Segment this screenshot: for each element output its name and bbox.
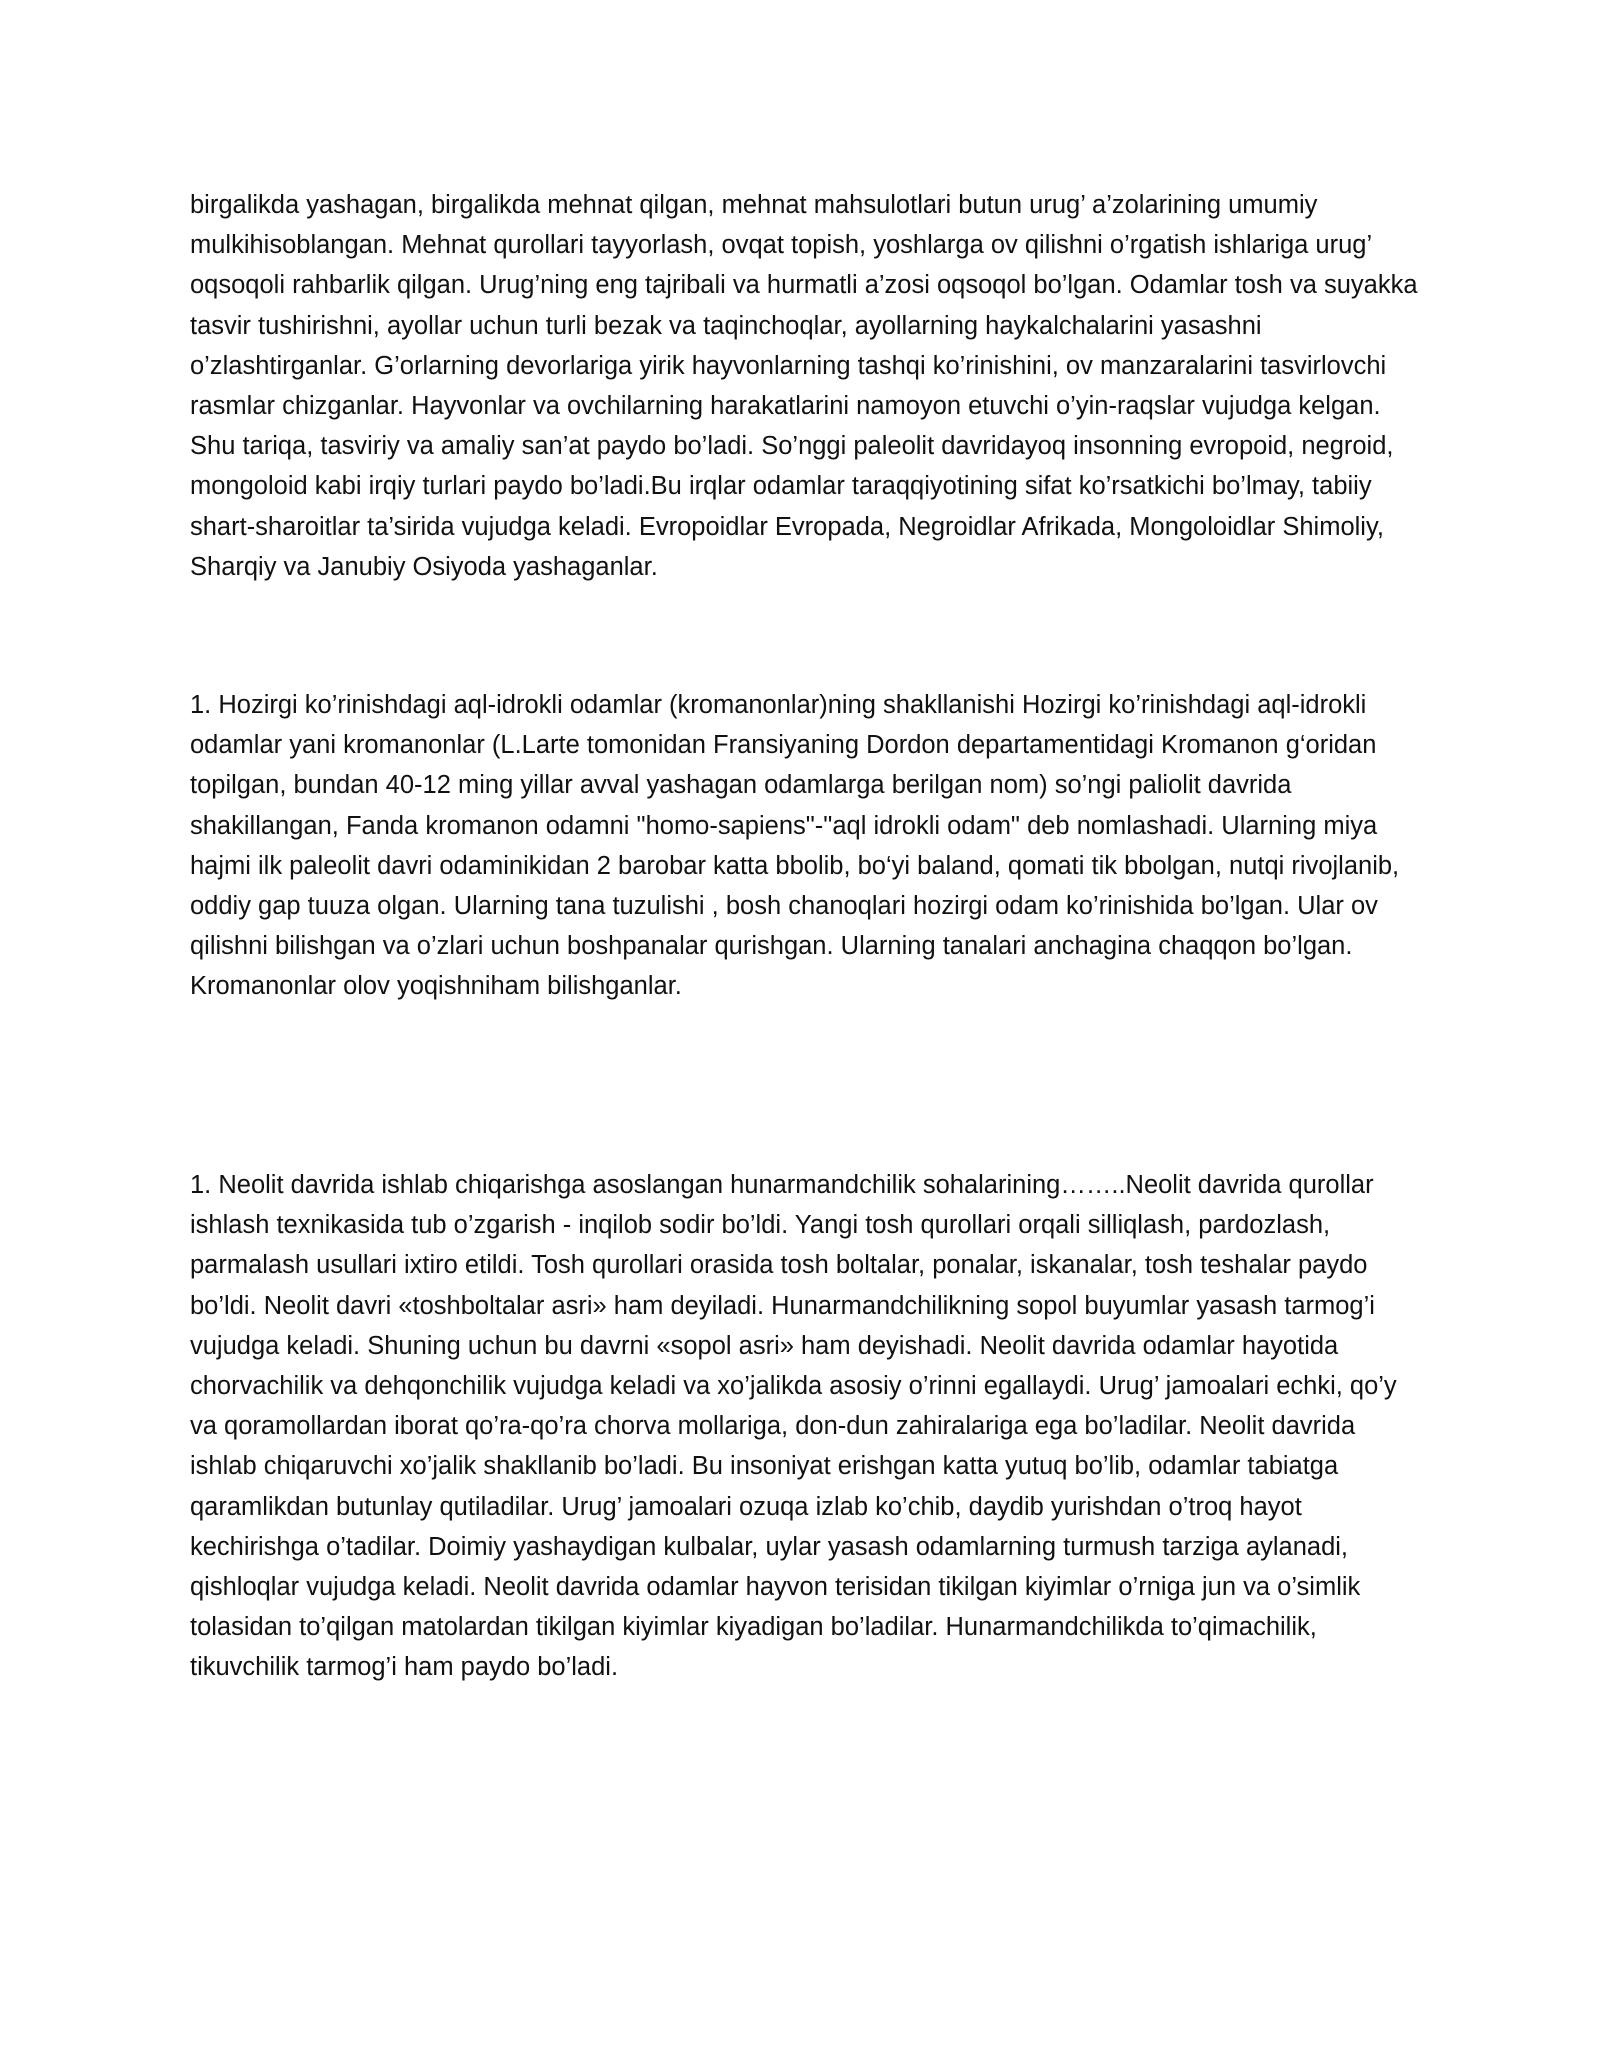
paragraph-3: 1. Neolit davrida ishlab chiqarishga asoslangan hunarmandchilik sohalarining……..Neolit davrida qurollar ishlash texnikasida tub o’zgarish - inqilob sodir bo’ldi. Yangi tosh qurollari orqali silliqlash, pardozlash, parmalash usullari ixtiro etildi. Tosh qurollari orasida tosh boltalar, ponalar, iskanalar, tosh teshalar paydo bo’ldi. Neolit davri «toshboltalar asri» ham deyiladi. Hunarmandchilikning sopol buyumlar yasash tarmog’i vujudga keladi. Shuning uchun bu davrni «sopol asri» ham deyishadi. Neolit davrida odamlar hayotida chorvachilik va dehqonchilik vujudga keladi va xo’jalikda asosiy o’rinni egallaydi. Urug’ jamoalari echki, qo’y va qoramollardan iborat qo’ra-qo’ra chorva mollariga, don-dun zahiralariga ega bo’ladilar. Neolit davrida ishlab chiqaruvchi xo’jalik shakllanib bo’ladi. Bu insoniyat erishgan katta yutuq bo’lib, odamlar tabiatga qaramlikdan butunlay qutiladilar. Urug’ jamoalari ozuqa izlab ko’chib, daydib yurishdan o’troq hayot kechirishga o’tadilar. Doimiy yashaydigan kulbalar, uylar yasash odamlarning turmush tarziga aylanadi, qishloqlar vujudga keladi. Neolit davrida odamlar hayvon terisidan tikilgan kiyimlar o’rniga jun va o’simlik tolasidan to’qilgan matolardan tikilgan kiyimlar kiyadigan bo’ladilar. Hunarmandchilikda to’qimachilik, tikuvchilik tarmog’i ham paydo bo’ladi. <box>190 1171 1397 1682</box>
paragraph-1: birgalikda yashagan, birgalikda mehnat qilgan, mehnat mahsulotlari butun urug’ a’zolarining umumiy mulkihisoblangan. Mehnat qurollari tayyorlash, ovqat topish, yoshlarga ov qilishni o’rgatish ishlariga urug’ oqsoqoli rahbarlik qilgan. Urug’ning eng tajribali va hurmatli a’zosi oqsoqol bo’lgan. Odamlar tosh va suyakka tasvir tushirishni, ayollar uchun turli bezak va taqinchoqlar, ayollarning haykalchalarini yasashni o’zlashtirganlar. G’orlarning devorlariga yirik hayvonlarning tashqi ko’rinishini, ov manzaralarini tasvirlovchi rasmlar chizganlar. Hayvonlar va ovchilarning harakatlarini namoyon etuvchi o’yin-raqslar vujudga kelgan. Shu tariqa, tasviriy va amaliy san’at paydo bo’ladi. So’nggi paleolit davridayoq insonning evropoid, negroid, mongoloid kabi irqiy turlari paydo bo’ladi.Bu irqlar odamlar taraqqiyotining sifat ko’rsatkichi bo’lmay, tabiiy shart-sharoitlar ta’sirida vujudga keladi. Evropoidlar Evropada, Negroidlar Afrikada, Mongoloidlar Shimoliy, Sharqiy va Janubiy Osiyoda yashaganlar. <box>190 191 1418 581</box>
paragraph-2: 1. Hozirgi ko’rinishdagi aql-idrokli odamlar (kromanonlar)ning shakllanishi Hozirgi ko’rinishdagi aql-idrokli odamlar yani kromanonlar (L.Larte tomonidan Fransiyaning Dordon departamentidagi Kromanon g‘oridan topilgan, bundan 40-12 ming yillar avval yashagan odamlarga berilgan nom) so’ngi paliolit davrida shakillangan, Fanda kromanon odamni "homo-sapiens"-"aql idrokli odam" deb nomlashadi. Ularning miya hajmi ilk paleolit davri odaminikidan 2 barobar katta bbolib, bo‘yi baland, qomati tik bbolgan, nutqi rivojlanib, oddiy gap tuuza olgan. Ularning tana tuzulishi , bosh chanoqlari hozirgi odam ko’rinishida bo’lgan. Ular ov qilishni bilishgan va o’zlari uchun boshpanalar qurishgan. Ularning tanalari anchagina chaqqon bo’lgan. Kromanonlar olov yoqishniham bilishganlar. <box>190 691 1400 1001</box>
